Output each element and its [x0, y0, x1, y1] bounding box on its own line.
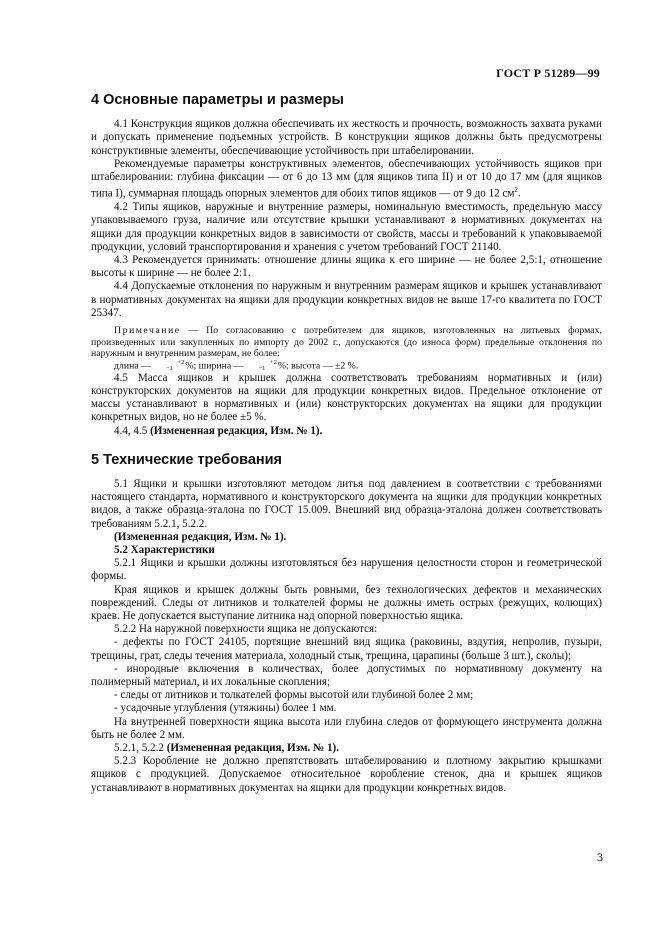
edit-note-4 — [91, 425, 602, 438]
tolerance-line — [91, 360, 602, 372]
page-number: 3 — [597, 850, 603, 864]
paragraph-5-2-heading: 5.2 Характеристики — [114, 543, 215, 556]
edit-ref-5-2: 5.2.1, 5.2.2 — [114, 742, 164, 754]
section-5-title: 5 Технические требования — [91, 451, 283, 468]
list-item-defects: - дефекты по ГОСТ 24105, портящие внешний вид ящика (раковины, вздутия, непролив, пузыри, трещины, грат, следы течения материала, холодный стык, трещина, царапины (больше 3 шт.), сколы); — [91, 636, 602, 662]
paragraph-5-1: 5.1 Ящики и крышки изготовляют методом литья под давлением в соответствии с требованиями настоящего стандарта, нормативного и конструкторского документа на ящики для продукции конкретных видов, а также образца-эталона по ГОСТ 15.009. Внешний вид образца-эталона должен соответствовать требованиям 5.2.1, 5.2.2. — [91, 477, 602, 530]
tol-height-label: ; высота — ±2 %. — [286, 359, 359, 371]
paragraph-4-5: 4.5 Масса ящиков и крышек должна соответствовать требованиям нормативных и (или) конструкторских документов на ящики для продукции конкретных видов. Предельное отклонение от массы устанавливают в нормативных и (или) конструкторских документах на ящики для продукции конкретных видов, но не более ±5 %. — [91, 371, 602, 424]
tol-width-limits — [247, 360, 277, 372]
paragraph-5-2-1-edges: Края ящиков и крышек должны быть ровными, без технологических дефектов и механических повреждений. Следы от литников и толкателей формы не должны иметь острых (режущих, колющих) краев. Не допускается выступание литника над опорной поверхностью ящика. — [91, 583, 602, 622]
note-block — [91, 325, 602, 372]
paragraph-5-2-1: 5.2.1 Ящики и крышки должны изготовляться без нарушения целостности сторон и геометрической формы. — [91, 557, 602, 583]
params-text: Рекомендуемые параметры конструктивных элементов, обеспечивающих устойчивость ящиков при штабелировании: глубина фиксации — от 6 до 13 мм (для ящиков типа II) и от 10 до 17 мм (для ящиков типа I), суммарная площадь опорных элементов для обоих типов ящиков — от 9 до 12 см — [91, 157, 602, 200]
standard-header: ГОСТ Р 51289—99 — [496, 66, 600, 80]
period: . — [517, 187, 521, 200]
list-item-gate-marks: - следы от литников и толкателей формы высотой или глубиной более 2 мм; — [114, 689, 474, 702]
tol-width-plus: +2 — [269, 358, 277, 366]
paragraph-5-2-3: 5.2.3 Коробление не должно препятствовать штабелированию и плотному закрытию крышками ящиков с продукцией. Допускаемое относительное коробление стенок, дна и крышек ящиков устанавливают в нормативных документах на ящики для продукции конкретных видов. — [91, 755, 602, 794]
paragraph-4-2: 4.2 Типы ящиков, наружные и внутренние размеры, номинальную вместимость, предельную массу упаковываемого груза, наличие или отсутствие крышки устанавливают в нормативных документах на ящики для продукции конкретных видов в зависимости от свойств, массы и требований к упаковываемой продукции, условий транспортирования и хранения с учетом требований ГОСТ 21140. — [91, 201, 602, 253]
note-text: — По согласованию с потребителем для ящиков, изготовленных на литьевых формах, произведенных или закупленных по импорту до 2002 г., допускаются (до износа форм) предельные отклонения по наружным и внутренним размерам, не более: — [91, 324, 602, 360]
tol-length-plus: +2 — [177, 358, 185, 366]
tol-length-limits — [154, 360, 184, 372]
edit-ref-4: 4.4, 4.5 — [114, 424, 148, 437]
edit-note-5-2 — [91, 742, 602, 755]
note-paragraph — [91, 325, 602, 360]
edit-text-4: (Измененная редакция, Изм. № 1). — [150, 424, 323, 437]
section-4-title: 4 Основные параметры и размеры — [91, 92, 344, 108]
tol-length-minus: −1 — [165, 364, 173, 372]
list-item-sink-marks: - усадочные углубления (утяжины) более 1 мм. — [114, 702, 337, 715]
edit-text-5-2: (Измененная редакция, Изм. № 1). — [166, 742, 340, 754]
paragraph-5-2-2: 5.2.2 На наружной поверхности ящика не допускаются: — [114, 623, 378, 636]
tol-width-label: ; ширина — — [193, 359, 244, 371]
tol-length-label: длина — — [114, 359, 151, 371]
tol-length-unit: % — [185, 359, 194, 371]
list-item-inclusions: - инородные включения в количествах, более допустимых по нормативному документу на полимерный материал, и их локальные скопления; — [91, 662, 602, 688]
paragraph-4-1-params — [91, 158, 602, 201]
tol-width-unit: % — [277, 359, 286, 371]
tol-width-minus: −1 — [258, 364, 266, 372]
page-content — [91, 94, 602, 795]
paragraph-4-4: 4.4 Допускаемые отклонения по наружным и внутренним размерам ящиков и крышек устанавливают в нормативных документах на ящики для продукции конкретных видов не выше 17-го квалитета по ГОСТ 25347. — [91, 280, 602, 319]
paragraph-4-1: 4.1 Конструкция ящиков должна обеспечивать их жесткость и прочность, возможность захвата руками и допускать применение подъемных устройств. В конструкции ящиков должны быть предусмотрены конструктивные элементы, обеспечивающие устойчивость при штабелировании. — [91, 118, 602, 157]
paragraph-4-3: 4.3 Рекомендуется принимать: отношение длины ящика к его ширине — не более 2,5:1, отношение высоты к ширине — не более 2:1. — [91, 253, 602, 280]
edit-note-5-1: (Измененная редакция, Изм. № 1). — [114, 530, 287, 543]
paragraph-inner-surface: На внутренней поверхности ящика высота или глубина следов от формующего инструмента должна быть не более 2 мм. — [91, 715, 602, 741]
superscript-2: 2 — [514, 186, 518, 195]
note-label: Примечание — [114, 324, 181, 336]
